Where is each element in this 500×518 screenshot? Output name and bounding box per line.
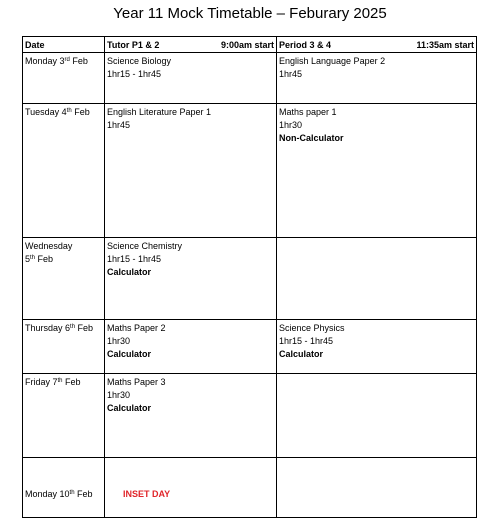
date-ordinal: th — [66, 108, 72, 114]
exam-note: Calculator — [107, 267, 152, 277]
header-period2 — [277, 37, 477, 53]
date-ordinal: th — [70, 324, 76, 330]
exam-subject: English Language Paper 2 — [279, 56, 386, 66]
period1-cell — [105, 320, 277, 374]
exam-subject: Science Chemistry — [107, 241, 183, 251]
table-row — [23, 320, 477, 374]
period1-cell — [105, 374, 277, 458]
period2-cell — [277, 458, 477, 518]
exam-duration: 1hr30 — [107, 390, 131, 400]
date-cell — [23, 104, 105, 238]
exam-subject: Maths paper 1 — [279, 107, 337, 117]
date-month: Feb — [69, 56, 88, 66]
timetable — [22, 36, 477, 518]
header-period1 — [105, 37, 277, 53]
exam-subject: Maths Paper 3 — [107, 377, 166, 387]
date-day-number: 5 — [25, 254, 31, 264]
exam-duration: 1hr45 — [279, 69, 303, 79]
period2-cell — [277, 53, 477, 104]
date-month: Feb — [71, 107, 90, 117]
period2-cell — [277, 104, 477, 238]
date-day: Monday 3 — [25, 56, 65, 66]
date-month: Feb — [62, 377, 81, 387]
header-row — [23, 37, 477, 53]
exam-subject: English Literature Paper 1 — [107, 107, 212, 117]
header-date: Date — [23, 37, 105, 53]
inset-day-label: INSET DAY — [123, 489, 171, 499]
period2-time: 11:35am start — [416, 40, 474, 50]
date-ordinal: rd — [64, 57, 70, 63]
date-month: Feb — [35, 254, 54, 264]
exam-note: Calculator — [279, 349, 324, 359]
period2-cell — [277, 238, 477, 320]
period2-cell — [277, 374, 477, 458]
period1-cell — [105, 53, 277, 104]
period1-cell — [105, 104, 277, 238]
period2-cell — [277, 320, 477, 374]
exam-duration: 1hr30 — [279, 120, 303, 130]
exam-subject: Maths Paper 2 — [107, 323, 166, 333]
date-cell — [23, 458, 105, 518]
date-cell — [23, 320, 105, 374]
exam-duration: 1hr15 - 1hr45 — [107, 254, 162, 264]
date-cell — [23, 53, 105, 104]
date-month: Feb — [75, 323, 94, 333]
period1-cell — [105, 458, 277, 518]
page-title: Year 11 Mock Timetable – Feburary 2025 — [113, 5, 387, 22]
date-cell — [23, 238, 105, 320]
exam-subject: Science Biology — [107, 56, 172, 66]
date-day: Wednesday — [25, 241, 73, 251]
period2-label: Period 3 & 4 — [279, 40, 332, 50]
date-cell — [23, 374, 105, 458]
date-ordinal: th — [69, 490, 75, 496]
exam-note: Calculator — [107, 403, 152, 413]
exam-duration: 1hr15 - 1hr45 — [279, 336, 334, 346]
table-row — [23, 458, 477, 518]
exam-note: Calculator — [107, 349, 152, 359]
date-day: Tuesday 4 — [25, 107, 67, 117]
table-row — [23, 104, 477, 238]
date-day: Thursday 6 — [25, 323, 71, 333]
exam-duration: 1hr15 - 1hr45 — [107, 69, 162, 79]
date-ordinal: th — [30, 255, 36, 261]
table-row — [23, 374, 477, 458]
exam-subject: Science Physics — [279, 323, 345, 333]
exam-duration: 1hr30 — [107, 336, 131, 346]
date-day: Friday 7 — [25, 377, 58, 387]
date-day: Monday 10 — [25, 489, 70, 499]
exam-duration: 1hr45 — [107, 120, 131, 130]
date-ordinal: th — [57, 378, 63, 384]
table-row — [23, 238, 477, 320]
period1-time: 9:00am start — [220, 40, 274, 50]
date-month: Feb — [74, 489, 93, 499]
period1-label: Tutor P1 & 2 — [107, 40, 160, 50]
period1-cell — [105, 238, 277, 320]
exam-note: Non-Calculator — [279, 133, 344, 143]
table-row — [23, 53, 477, 104]
